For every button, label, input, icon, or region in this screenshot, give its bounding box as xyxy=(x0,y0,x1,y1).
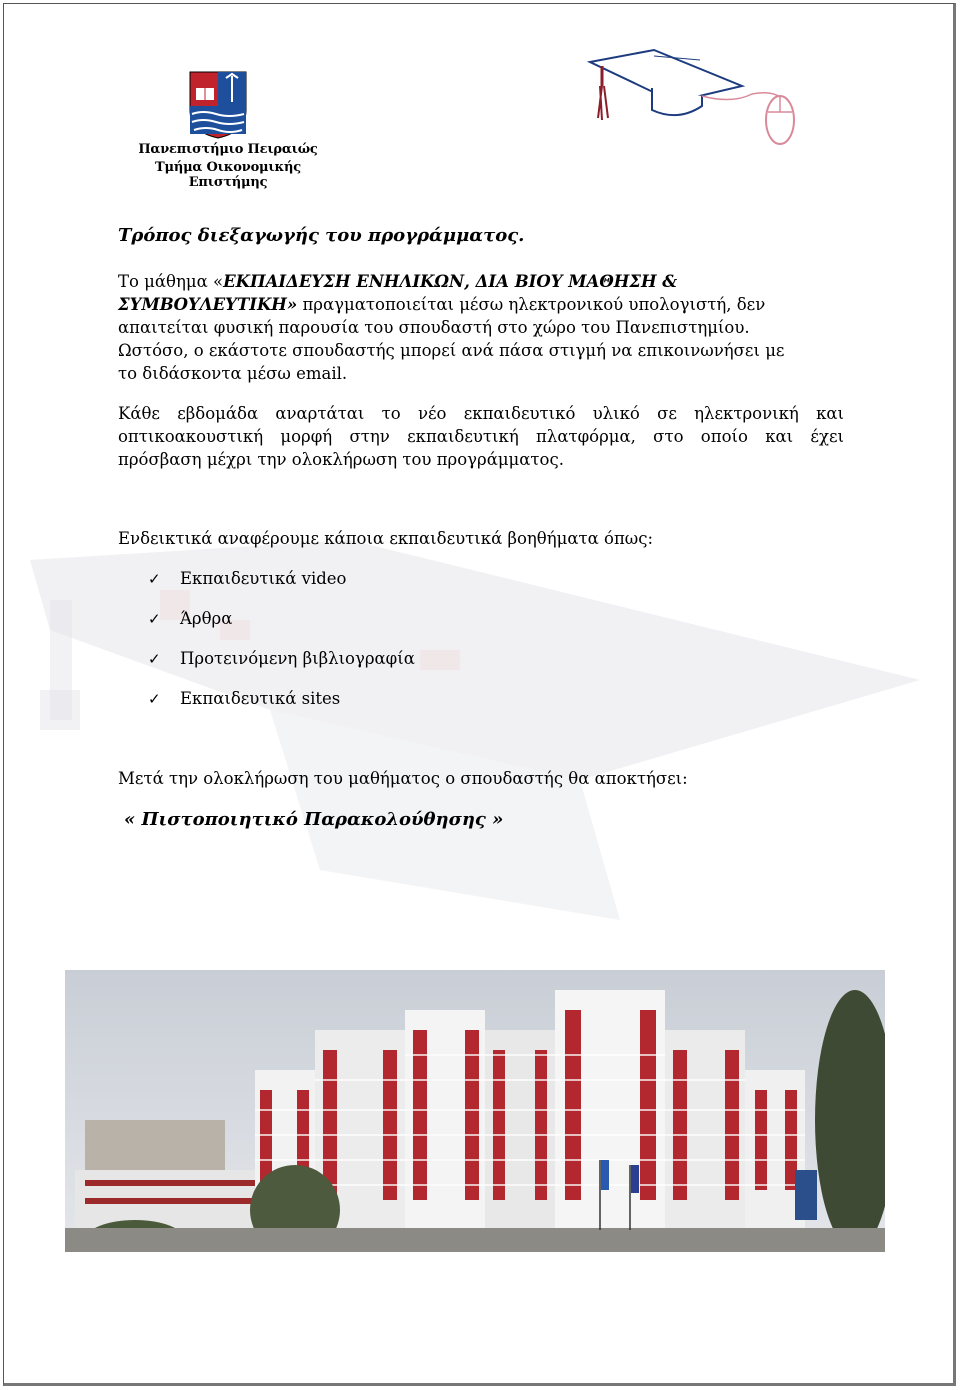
list-item xyxy=(148,647,415,671)
logo-department-name: Τμήμα Οικονομικής Επιστήμης xyxy=(155,160,301,190)
list-item xyxy=(148,607,232,631)
university-building-photo xyxy=(65,970,885,1252)
list-item-label: Εκπαιδευτικά video xyxy=(180,569,347,588)
paragraph-2-line-2: οπτικοακουστική μορφή στην εκπαιδευτική πλατφόρμα, στο οποίο και έχει xyxy=(118,427,844,446)
checkmark-icon: ✓ xyxy=(148,650,161,668)
checkmark-icon: ✓ xyxy=(148,570,161,588)
paragraph-1-line-2 xyxy=(118,293,844,316)
list-item-label: Εκπαιδευτικά sites xyxy=(180,689,341,708)
paragraph-1-line-1 xyxy=(118,270,844,293)
graduation-cap-mouse-icon xyxy=(582,48,804,150)
certificate-title: « Πιστοποιητικό Παρακολούθησης » xyxy=(124,809,504,830)
list-item xyxy=(148,567,346,591)
paragraph-1-line-4: Ωστόσο, ο εκάστοτε σπουδαστής μπορεί ανά πάσα στιγμή να επικοινωνήσει με xyxy=(118,341,785,360)
completion-text: Μετά την ολοκλήρωση του μαθήματος ο σπουδαστής θα αποκτήσει: xyxy=(118,769,688,788)
course-title-part-2: ΣΥΜΒΟΥΛΕΥΤΙΚΗ» xyxy=(118,295,298,314)
paragraph-1-line-5: το διδάσκοντα μέσω email. xyxy=(118,364,348,383)
checkmark-icon: ✓ xyxy=(148,610,161,628)
graduation-cap-watermark xyxy=(20,540,940,940)
paragraph-1-line-3: απαιτείται φυσική παρουσία του σπουδαστή στο χώρο του Πανεπιστημίου. xyxy=(118,318,750,337)
logo-university-name: Πανεπιστήμιο Πειραιώς xyxy=(138,142,318,157)
paragraph-2-line-1: Κάθε εβδομάδα αναρτάται το νέο εκπαιδευτικό υλικό σε ηλεκτρονική και xyxy=(118,404,844,423)
university-crest-icon xyxy=(188,70,248,140)
list-item xyxy=(148,687,340,711)
list-item-label: Προτεινόμενη βιβλιογραφία xyxy=(180,649,415,668)
list-intro: Ενδεικτικά αναφέρουμε κάποια εκπαιδευτικά βοηθήματα όπως: xyxy=(118,529,654,548)
checkmark-icon: ✓ xyxy=(148,690,161,708)
university-logo xyxy=(118,68,338,190)
paragraph-2-line-3: πρόσβαση μέχρι την ολοκλήρωση του προγράμματος. xyxy=(118,450,564,469)
p1-line-2-rest: πραγματοποιείται μέσω ηλεκτρονικού υπολογιστή, δεν xyxy=(297,295,766,314)
course-title-part-1: ΕΚΠΑΙΔΕΥΣΗ ΕΝΗΛΙΚΩΝ, ΔΙΑ ΒΙΟΥ ΜΑΘΗΣΗ & xyxy=(223,272,678,291)
list-item-label: Άρθρα xyxy=(180,609,233,628)
section-title: Τρόπος διεξαγωγής του προγράμματος. xyxy=(118,225,525,246)
p1-prefix: Το μάθημα « xyxy=(118,272,224,291)
